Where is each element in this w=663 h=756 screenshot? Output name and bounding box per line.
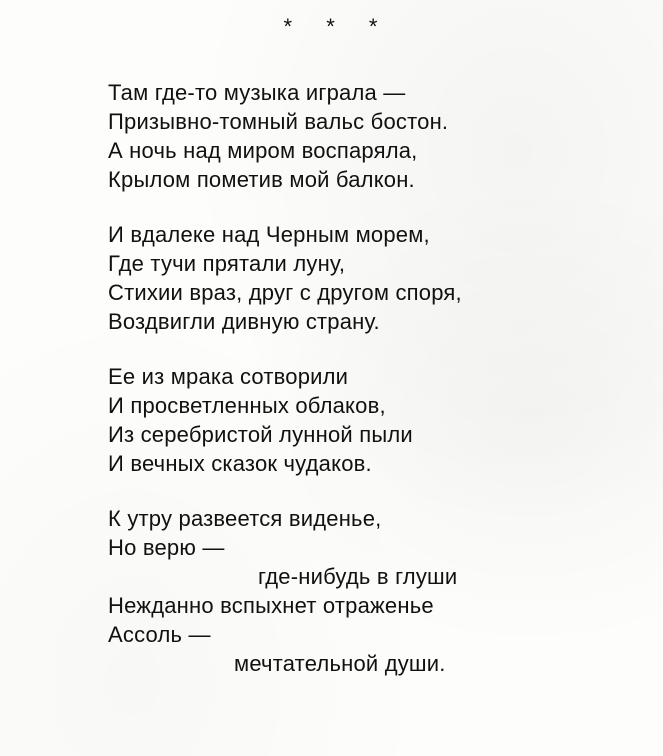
poem-line: Стихии враз, друг с другом споря, [108,280,462,305]
poem-line: А ночь над миром воспаряла, [108,138,418,163]
section-separator: * * * [283,14,392,39]
poem-line: Но верю — [108,535,225,560]
poem-line: Призывно-томный вальс бостон. [108,109,449,134]
poem-line: И просветленных облаков, [108,393,386,418]
poem-line: Где тучи прятали луну, [108,251,346,276]
stanza-1 [108,78,628,194]
poem-line-indented: где-нибудь в глуши [258,564,458,589]
stanza-4 [108,504,628,678]
stanza-2 [108,220,628,336]
poem-line: Ее из мрака сотворили [108,364,349,389]
poem-line: Нежданно вспыхнет отраженье [108,593,434,618]
poem-line: Из серебристой лунной пыли [108,422,413,447]
poem-line: И вечных сказок чудаков. [108,451,372,476]
poem-line: Там где-то музыка играла — [108,80,406,105]
poem-line: И вдалеке над Черным морем, [108,222,430,247]
poem-line: К утру развеется виденье, [108,506,382,531]
poem-line: Воздвигли дивную страну. [108,309,380,334]
poem-line: Крылом пометив мой балкон. [108,167,415,192]
poem-line-indented: мечтательной души. [234,651,446,676]
stanza-3 [108,362,628,478]
poem [108,78,628,704]
poem-line: Ассоль — [108,622,211,647]
